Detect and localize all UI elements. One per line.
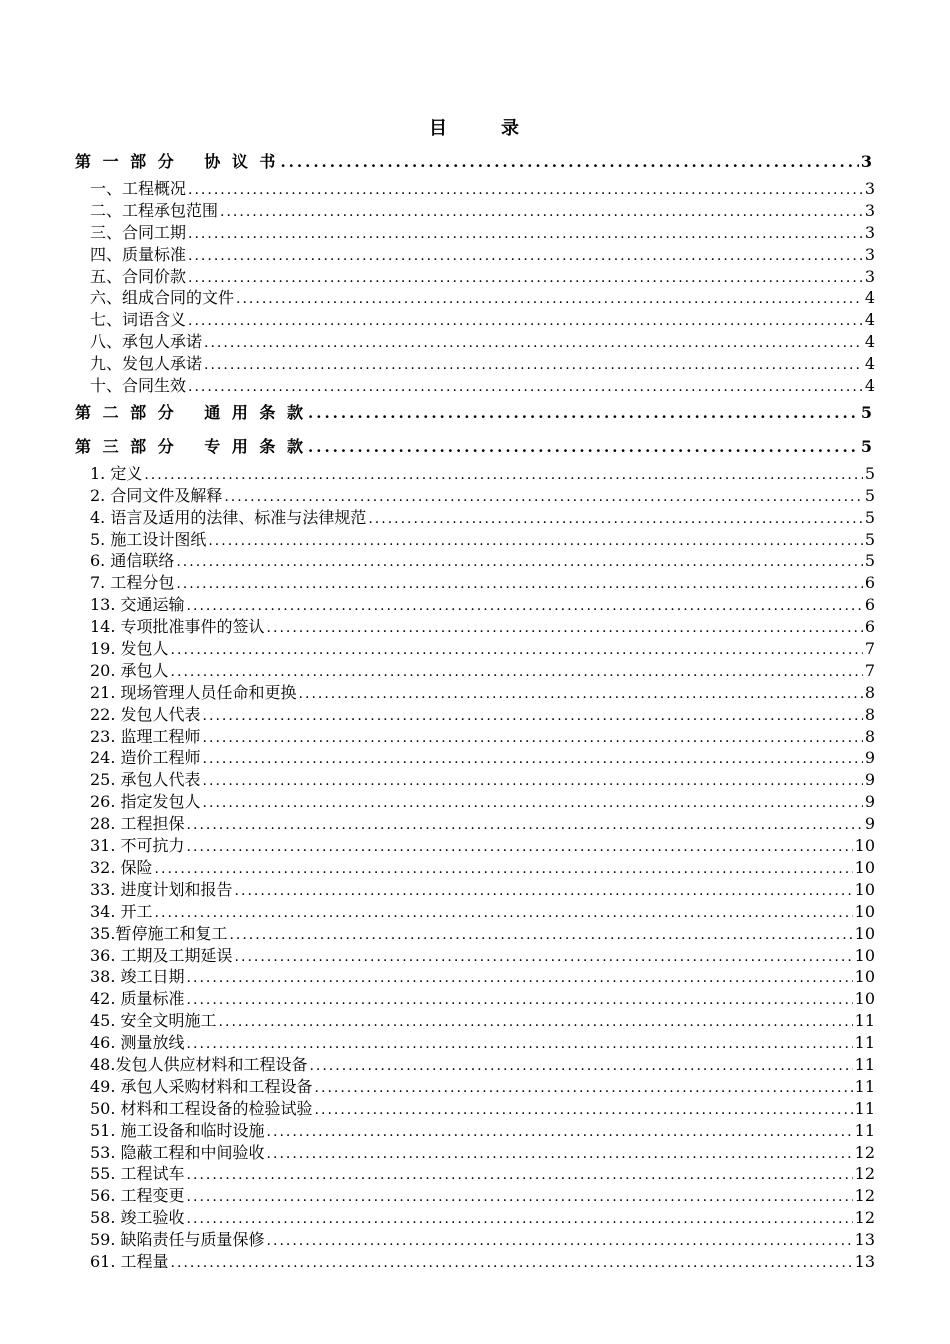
toc-entry-label: 十、合同生效	[90, 376, 187, 396]
toc-entry[interactable]	[75, 901, 875, 923]
toc-entry[interactable]	[75, 529, 875, 551]
dot-leader	[187, 837, 853, 859]
toc-entry-label: 38. 竣工日期	[90, 967, 185, 987]
toc-entry-label: 14. 专项批准事件的签认	[90, 617, 265, 637]
toc-entry-label: 32. 保险	[90, 857, 153, 877]
dot-leader	[308, 397, 859, 429]
dot-leader	[188, 377, 863, 399]
dot-leader	[188, 224, 863, 246]
toc-entry[interactable]	[75, 1032, 875, 1054]
toc-entry-label: 七、词语含义	[90, 310, 187, 330]
toc-entry-label: 5. 施工设计图纸	[90, 529, 207, 549]
dot-leader	[188, 180, 863, 202]
dot-leader	[188, 268, 863, 290]
dot-leader	[171, 662, 863, 684]
toc-page-number: 4	[864, 310, 875, 330]
toc-entry[interactable]	[75, 813, 875, 835]
toc-entry[interactable]	[75, 704, 875, 726]
toc-page-number: 10	[854, 945, 875, 965]
toc-entry[interactable]	[75, 287, 875, 309]
dot-leader	[267, 1144, 853, 1166]
toc-entry-label: 第 三 部 分 专 用 条 款	[75, 436, 306, 456]
dot-leader	[267, 1231, 853, 1253]
toc-page-number: 11	[854, 1011, 875, 1031]
dot-leader	[267, 1122, 853, 1144]
toc-page-number: 10	[854, 967, 875, 987]
toc-title-left: 目	[429, 118, 449, 139]
toc-entry-label: 2. 合同文件及解释	[90, 485, 223, 505]
toc-entry[interactable]	[75, 966, 875, 988]
toc-page-number: 10	[854, 989, 875, 1009]
toc-page-number: 9	[864, 748, 875, 768]
toc-page-number: 8	[864, 682, 875, 702]
toc-page-number: 9	[864, 814, 875, 834]
toc-page-number: 11	[854, 1120, 875, 1140]
toc-entry-label: 13. 交通运输	[90, 595, 185, 615]
toc-entry[interactable]	[75, 507, 875, 529]
toc-entry[interactable]	[75, 835, 875, 857]
dot-leader	[171, 640, 863, 662]
dot-leader	[235, 881, 853, 903]
toc-page-number: 4	[864, 332, 875, 352]
toc-page-number: 5	[864, 529, 875, 549]
toc-page-number: 3	[864, 266, 875, 286]
toc-part-entry[interactable]	[75, 397, 875, 429]
toc-entry-label: 55. 工程试车	[90, 1164, 185, 1184]
toc-entry-label: 28. 工程担保	[90, 814, 185, 834]
toc-page-number: 5	[864, 507, 875, 527]
dot-leader	[176, 574, 862, 596]
toc-entry[interactable]	[75, 266, 875, 288]
toc-entry[interactable]	[75, 923, 875, 945]
toc-entry[interactable]	[75, 572, 875, 594]
dot-leader	[204, 355, 863, 377]
toc-entry-label: 48.发包人供应材料和工程设备	[90, 1054, 308, 1074]
toc-entry-label: 53. 隐蔽工程和中间验收	[90, 1142, 265, 1162]
toc-entry-label: 22. 发包人代表	[90, 704, 201, 724]
dot-leader	[187, 968, 853, 990]
dot-leader	[203, 706, 863, 728]
toc-entry[interactable]	[75, 660, 875, 682]
dot-leader	[235, 947, 853, 969]
toc-page-number: 11	[854, 1054, 875, 1074]
toc-page-number: 3	[864, 244, 875, 264]
toc-page-number: 10	[854, 901, 875, 921]
toc-entry-label: 4. 语言及适用的法律、标准与法律规范	[90, 507, 367, 527]
dot-leader	[203, 728, 863, 750]
toc-entry-label: 50. 材料和工程设备的检验试验	[90, 1098, 313, 1118]
dot-leader	[208, 531, 862, 553]
toc-entry-label: 三、合同工期	[90, 222, 187, 242]
dot-leader	[187, 1209, 853, 1231]
toc-entry-label: 46. 测量放线	[90, 1033, 185, 1053]
toc-entry[interactable]	[75, 791, 875, 813]
toc-entry-label: 58. 竣工验收	[90, 1208, 185, 1228]
toc-entry[interactable]	[75, 857, 875, 879]
toc-entry-label: 二、工程承包范围	[90, 200, 219, 220]
toc-page-number: 3	[864, 200, 875, 220]
toc-entry-label: 36. 工期及工期延误	[90, 945, 233, 965]
dot-leader	[220, 202, 863, 224]
toc-entry-label: 33. 进度计划和报告	[90, 879, 233, 899]
dot-leader	[236, 289, 863, 311]
table-of-contents	[75, 146, 875, 1273]
toc-entry-label: 6. 通信联络	[90, 551, 175, 571]
toc-entry-label: 35.暂停施工和复工	[90, 923, 228, 943]
dot-leader	[144, 465, 862, 487]
toc-page-number: 11	[854, 1076, 875, 1096]
toc-entry[interactable]	[75, 988, 875, 1010]
dot-leader	[280, 146, 858, 178]
toc-page-number: 5	[864, 463, 875, 483]
toc-page-number: 10	[854, 857, 875, 877]
dot-leader	[187, 1165, 853, 1187]
dot-leader	[267, 618, 863, 640]
toc-entry[interactable]	[75, 1098, 875, 1120]
toc-page-number: 10	[854, 923, 875, 943]
toc-page-number: 4	[864, 376, 875, 396]
toc-page-number: 12	[854, 1208, 875, 1228]
toc-entry[interactable]	[75, 769, 875, 791]
toc-entry[interactable]	[75, 550, 875, 572]
toc-page-number: 12	[854, 1164, 875, 1184]
toc-title-right: 录	[501, 118, 521, 139]
toc-entry[interactable]	[75, 1142, 875, 1164]
toc-entry[interactable]	[75, 222, 875, 244]
dot-leader	[368, 509, 862, 531]
toc-page-number: 5	[860, 436, 875, 456]
toc-entry-label: 51. 施工设备和临时设施	[90, 1120, 265, 1140]
toc-entry-label: 五、合同价款	[90, 266, 187, 286]
toc-entry[interactable]	[75, 244, 875, 266]
toc-entry[interactable]	[75, 353, 875, 375]
toc-page-number: 8	[864, 704, 875, 724]
toc-page-number: 7	[864, 660, 875, 680]
toc-entry-label: 1. 定义	[90, 463, 143, 483]
toc-entry-label: 23. 监理工程师	[90, 726, 201, 746]
dot-leader	[203, 793, 863, 815]
dot-leader	[187, 815, 863, 837]
toc-entry[interactable]	[75, 726, 875, 748]
toc-entry-label: 八、承包人承诺	[90, 332, 203, 352]
dot-leader	[155, 859, 853, 881]
toc-page-number: 5	[864, 551, 875, 571]
toc-entry-label: 7. 工程分包	[90, 573, 175, 593]
dot-leader	[203, 749, 863, 771]
toc-entry[interactable]	[75, 178, 875, 200]
toc-entry-label: 56. 工程变更	[90, 1186, 185, 1206]
toc-page-number: 11	[854, 1033, 875, 1053]
toc-entry[interactable]	[75, 594, 875, 616]
toc-entry-label: 四、质量标准	[90, 244, 187, 264]
toc-page-number: 6	[864, 595, 875, 615]
toc-entry[interactable]	[75, 1076, 875, 1098]
dot-leader	[219, 1012, 853, 1034]
dot-leader	[308, 431, 859, 463]
toc-title	[0, 114, 950, 140]
toc-page-number: 7	[864, 639, 875, 659]
toc-entry[interactable]	[75, 945, 875, 967]
toc-page-number: 5	[864, 485, 875, 505]
toc-entry[interactable]	[75, 1207, 875, 1229]
toc-entry-label: 19. 发包人	[90, 639, 169, 659]
toc-page-number: 9	[864, 770, 875, 790]
toc-entry[interactable]	[75, 638, 875, 660]
dot-leader	[188, 311, 863, 333]
toc-entry-label: 34. 开工	[90, 901, 153, 921]
toc-page-number: 11	[854, 1098, 875, 1118]
toc-page-number: 12	[854, 1186, 875, 1206]
toc-page-number: 3	[864, 179, 875, 198]
dot-leader	[204, 333, 863, 355]
toc-page-number: 13	[854, 1230, 875, 1250]
toc-entry-label: 45. 安全文明施工	[90, 1011, 217, 1031]
toc-entry[interactable]	[75, 375, 875, 397]
toc-entry[interactable]	[75, 682, 875, 704]
toc-entry-label: 31. 不可抗力	[90, 836, 185, 856]
toc-part-entry[interactable]	[75, 146, 875, 178]
toc-entry[interactable]	[75, 616, 875, 638]
dot-leader	[229, 925, 852, 947]
toc-entry[interactable]	[75, 331, 875, 353]
dot-leader	[187, 596, 863, 618]
toc-entry[interactable]	[75, 485, 875, 507]
dot-leader	[188, 246, 863, 268]
toc-page-number: 13	[854, 1251, 875, 1271]
toc-page-number: 6	[864, 573, 875, 593]
toc-entry-label: 第 二 部 分 通 用 条 款	[75, 402, 306, 422]
toc-entry-label: 六、组成合同的文件	[90, 288, 235, 308]
toc-entry[interactable]	[75, 1054, 875, 1076]
toc-entry[interactable]	[75, 309, 875, 331]
toc-entry-label: 42. 质量标准	[90, 989, 185, 1009]
dot-leader	[187, 1034, 853, 1056]
toc-page-number: 4	[864, 354, 875, 374]
toc-page-number: 9	[864, 792, 875, 812]
dot-leader	[155, 903, 853, 925]
toc-entry-label: 九、发包人承诺	[90, 354, 203, 374]
toc-entry[interactable]	[75, 1229, 875, 1251]
toc-entry[interactable]	[75, 1251, 875, 1273]
toc-entry-label: 一、工程概况	[90, 179, 187, 198]
toc-page-number: 5	[860, 402, 875, 422]
toc-page-number: 3	[864, 222, 875, 242]
toc-entry[interactable]	[75, 1120, 875, 1142]
toc-page-number: 4	[864, 288, 875, 308]
toc-entry-label: 49. 承包人采购材料和工程设备	[90, 1076, 313, 1096]
dot-leader	[315, 1100, 853, 1122]
dot-leader	[187, 990, 853, 1012]
toc-entry-label: 25. 承包人代表	[90, 770, 201, 790]
dot-leader	[299, 684, 863, 706]
toc-entry-label: 61. 工程量	[90, 1251, 169, 1271]
toc-entry[interactable]	[75, 747, 875, 769]
dot-leader	[309, 1056, 852, 1078]
toc-entry[interactable]	[75, 1010, 875, 1032]
toc-page-number: 12	[854, 1142, 875, 1162]
toc-page-number: 10	[854, 836, 875, 856]
toc-page-number: 3	[860, 152, 875, 171]
dot-leader	[203, 771, 863, 793]
toc-entry-label: 59. 缺陷责任与质量保修	[90, 1230, 265, 1250]
toc-entry-label: 20. 承包人	[90, 660, 169, 680]
toc-entry[interactable]	[75, 1185, 875, 1207]
dot-leader	[315, 1078, 853, 1100]
toc-entry[interactable]	[75, 879, 875, 901]
toc-entry-label: 21. 现场管理人员任命和更换	[90, 682, 297, 702]
toc-entry-label: 26. 指定发包人	[90, 792, 201, 812]
toc-entry[interactable]	[75, 1163, 875, 1185]
toc-entry-label: 24. 造价工程师	[90, 748, 201, 768]
dot-leader	[224, 487, 862, 509]
dot-leader	[187, 1187, 853, 1209]
toc-entry[interactable]	[75, 200, 875, 222]
toc-entry[interactable]	[75, 463, 875, 485]
toc-entry-label: 第 一 部 分 协 议 书	[75, 152, 279, 171]
toc-page-number: 8	[864, 726, 875, 746]
dot-leader	[171, 1253, 853, 1275]
toc-page-number: 6	[864, 617, 875, 637]
toc-part-entry[interactable]	[75, 431, 875, 463]
toc-page-number: 10	[854, 879, 875, 899]
dot-leader	[176, 552, 862, 574]
